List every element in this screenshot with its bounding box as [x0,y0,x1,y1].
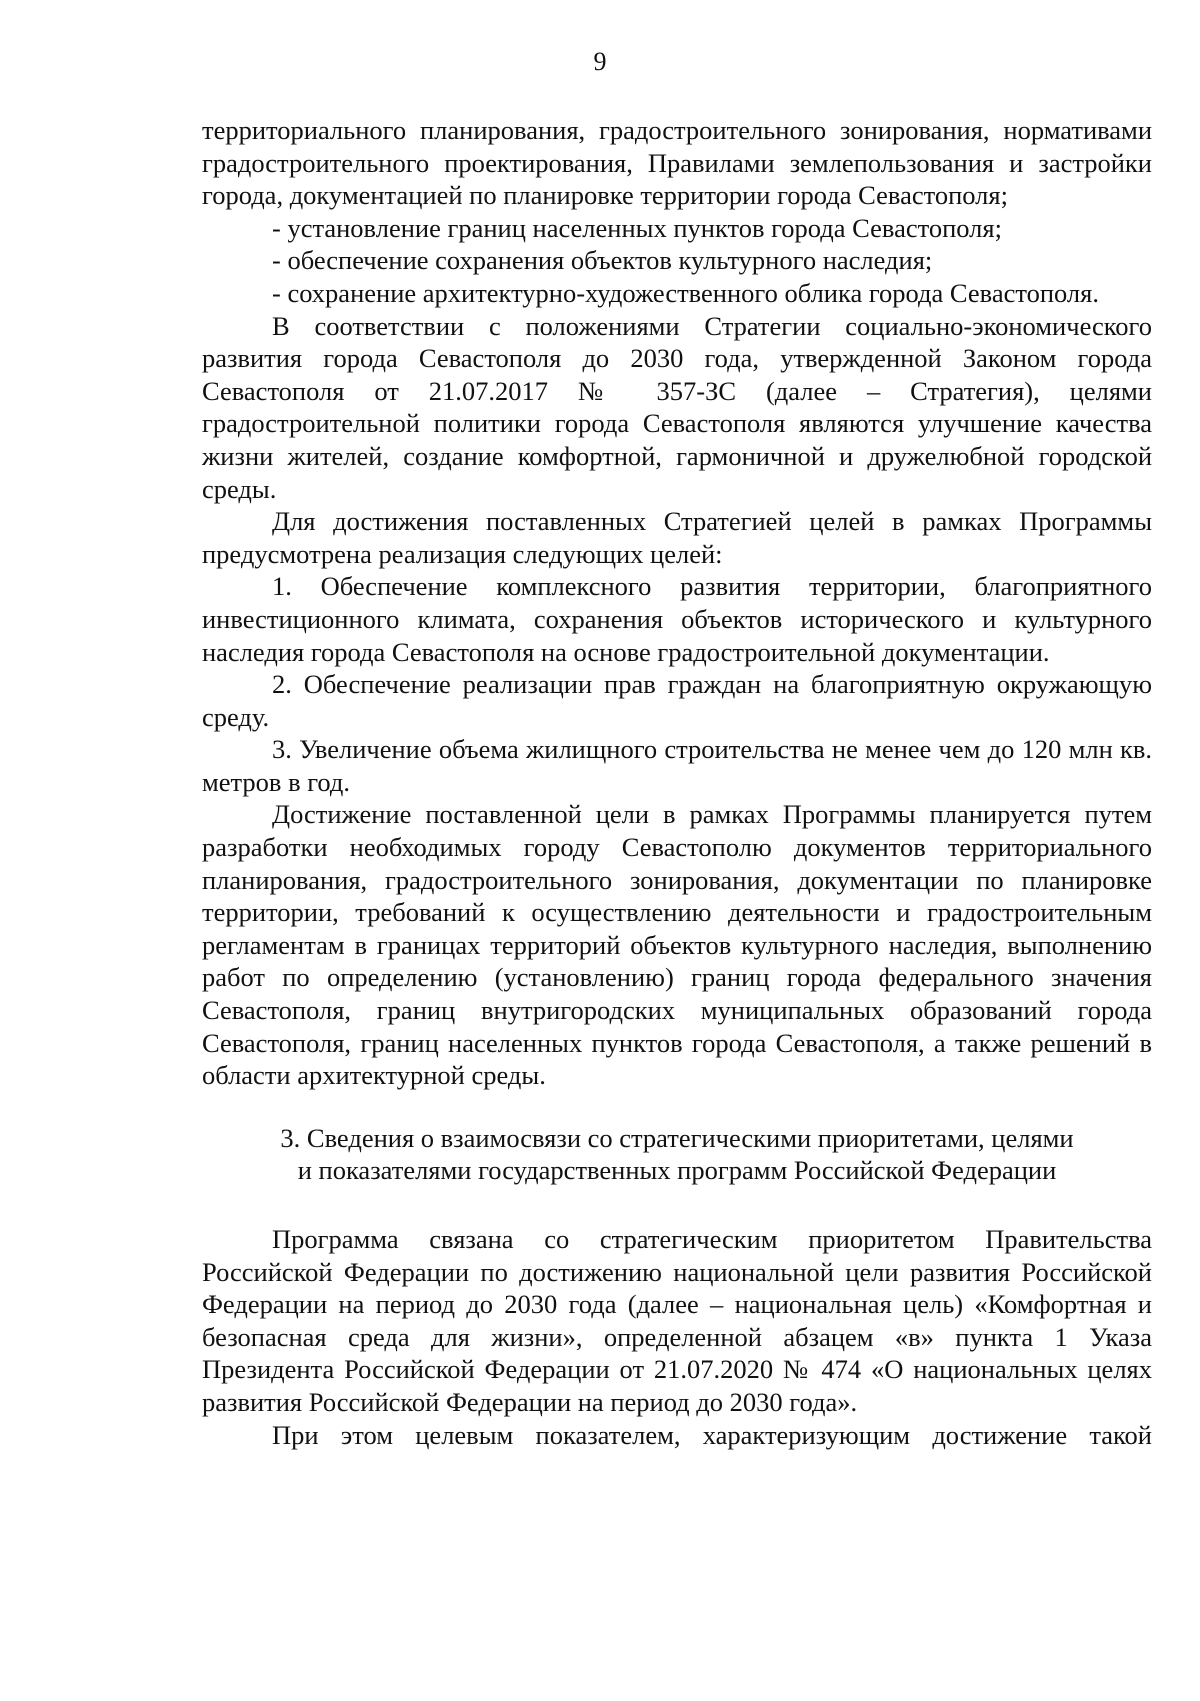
numbered-item: 3. Увеличение объема жилищного строительства не менее чем до 120 млн кв. метров в год. [202,734,1152,797]
numbered-item: 2. Обеспечение реализации прав граждан на благоприятную окружающую среду. [202,669,1152,732]
paragraph: Достижение поставленной цели в рамках Программы планируется путем разработки необходимых городу Севастополю документов территориального планирования, градостроительного зонирования, документации по планировке территории, требований к осуществлению деятельности и градостроительным регламентам в границах территорий объектов культурного наследия, выполнению работ по определению (установлению) границ города федерального значения Севастополя, границ внутригородских муниципальных образований города Севастополя, границ населенных пунктов города Севастополя, а также решений в области архитектурной среды. [202,799,1152,1091]
section-heading [202,1122,1152,1187]
numbered-item: 1. Обеспечение комплексного развития территории, благоприятного инвестиционного климата, сохранения объектов исторического и культурного наследия города Севастополя на основе градостроительной документации. [202,571,1152,667]
list-item: - установление границ населенных пунктов города Севастополя; [272,212,1002,243]
paragraph: территориального планирования, градостроительного зонирования, нормативами градостроительного проектирования, Правилами землепользования и застройки города, документацией по планировке территории города Севастополя; [202,115,1152,211]
section-heading-line: 3. Сведения о взаимосвязи со стратегическими приоритетами, целями [280,1122,1074,1153]
paragraph: В соответствии с положениями Стратегии социально-экономического развития города Севастополя до 2030 года, утвержденной Законом города Севастополя от 21.07.2017 № 357-ЗС (далее – Стратегия), целями градостроительной политики города Севастополя являются улучшение качества жизни жителей, создание комфортной, гармоничной и дружелюбной городской среды. [202,310,1152,504]
body-text [202,114,1152,1451]
list-item: - сохранение архитектурно-художественного облика города Севастополя. [272,277,1099,308]
list-item: - обеспечение сохранения объектов культурного наследия; [272,245,933,276]
section-heading-line: и показателями государственных программ Российской Федерации [297,1155,1057,1186]
paragraph: При этом целевым показателем, характеризующим достижение такой [272,1419,1152,1450]
page-number: 9 [593,47,607,76]
paragraph: Для достижения поставленных Стратегией целей в рамках Программы предусмотрена реализация следующих целей: [202,506,1152,569]
paragraph: Программа связана со стратегическим приоритетом Правительства Российской Федерации по достижению национальной цели развития Российской Федерации на период до 2030 года (далее – национальная цель) «Комфортная и безопасная среда для жизни», определенной абзацем «в» пункта 1 Указа Президента Российской Федерации от 21.07.2020 № 474 «О национальных целях развития Российской Федерации на период до 2030 года». [202,1224,1152,1417]
